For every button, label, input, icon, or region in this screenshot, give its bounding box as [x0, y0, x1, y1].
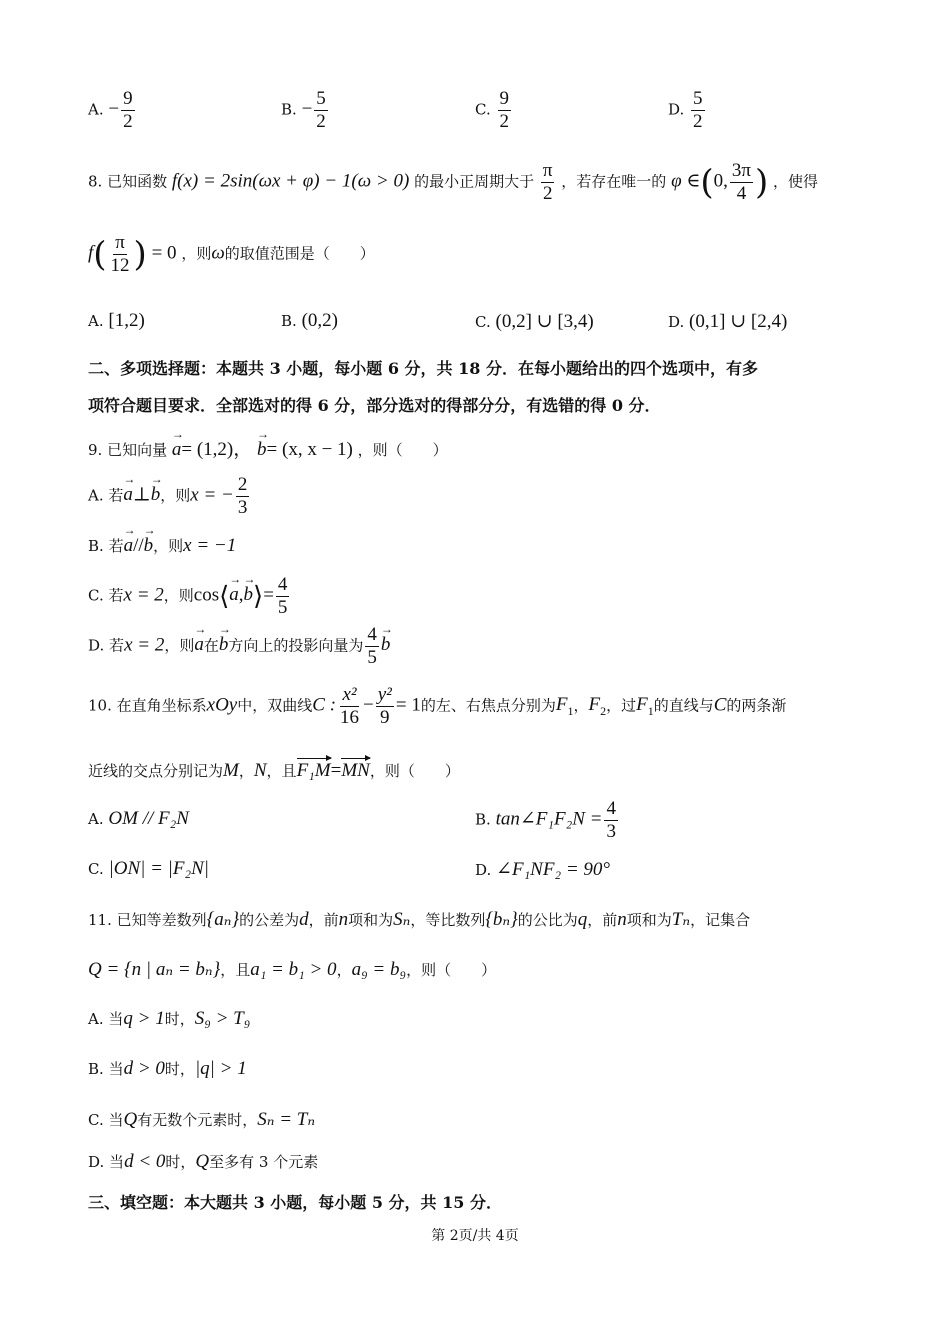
vector-a-value: = (1,2)，: [181, 439, 253, 460]
condition: d > 0: [123, 1058, 165, 1079]
option-label: A.: [88, 810, 104, 828]
text: ，使得: [773, 172, 819, 191]
numerator: 9: [123, 88, 133, 109]
denominator: 16: [340, 706, 360, 728]
numerator: 4: [277, 574, 288, 595]
vector-a: → a: [124, 535, 134, 557]
fraction: [276, 574, 290, 619]
text: ，则: [160, 486, 191, 505]
option-label: D.: [88, 636, 105, 655]
option-label: A.: [88, 312, 104, 330]
q7-option-c: [475, 88, 513, 133]
text: ，则: [163, 586, 194, 605]
option-value: OM // F₂N: [108, 808, 189, 829]
denominator: 12: [110, 254, 130, 276]
q11-option-b: [88, 1058, 247, 1080]
text: 项和为: [626, 911, 672, 929]
option-label: D.: [475, 861, 492, 879]
denominator: 5: [367, 646, 377, 668]
text: 在直角坐标系: [116, 696, 207, 715]
text: 若: [108, 537, 124, 555]
vector-b: → b: [144, 535, 154, 557]
phi-in: φ ∈: [671, 170, 701, 192]
right-angle: ⟩: [253, 581, 264, 612]
vector-f1m: F₁M: [296, 760, 331, 781]
left-angle: ⟨: [219, 581, 230, 612]
equals-zero: = 0: [151, 242, 177, 264]
common-ratio: q: [577, 909, 588, 930]
numerator: 4: [367, 624, 377, 645]
section2-line2: 项符合题目要求．全部选对的得 6 分，部分选对的得部分分，有选错的得 0 分．: [88, 396, 661, 415]
fraction: [730, 160, 753, 205]
text: ，过: [606, 696, 637, 715]
set-q: Q = {n | aₙ = bₙ}: [88, 959, 221, 980]
denominator: 2: [693, 110, 703, 132]
text: 时，: [164, 1010, 195, 1028]
q7-option-b: [281, 88, 330, 133]
text: 时，: [164, 1060, 195, 1078]
option-label: D.: [668, 313, 685, 331]
option-label: D.: [668, 100, 685, 119]
text: 方向上的投影向量为: [228, 636, 364, 655]
option-value: (0,2] ∪ [3,4): [495, 311, 594, 332]
denominator: 9: [380, 706, 390, 728]
vector-b: → b: [381, 634, 391, 656]
denominator: 2: [123, 110, 133, 132]
focus-f2: $F_2$: [588, 694, 607, 719]
text: 项和为: [348, 911, 394, 929]
text: 的两条渐: [726, 696, 787, 715]
fraction: [314, 88, 328, 133]
section2-line1: 二、多项选择题：本题共 3 小题，每小题 6 分，共 18 分．在每小题给出的四个选项中，有多: [88, 359, 758, 378]
q9-option-b: [88, 535, 236, 557]
point-m: M: [223, 760, 239, 781]
text: ，则: [153, 537, 184, 555]
numerator: 4: [606, 798, 616, 819]
q10-option-a: [88, 808, 189, 830]
fraction: [541, 160, 555, 205]
right-paren: ): [755, 162, 769, 203]
denominator: 2: [499, 110, 509, 132]
text: ，则（ ）: [406, 961, 497, 979]
q9-option-d: [88, 624, 390, 669]
denominator: 3: [606, 820, 616, 842]
q11-option-d: [88, 1151, 318, 1173]
fraction: [236, 474, 250, 519]
numerator: 5: [693, 88, 703, 109]
coordinate-system: xOy: [206, 694, 238, 716]
q10-stem-line1: 10. 在直角坐标系xOy中，双曲线C : $\frac{\text{x²}}{16}$ − $\frac{\text{y²}}{9}$ = 1的左、右焦点分别为$F_1$，$F_2$，过$F_1$的直线与C的两条渐: [88, 684, 787, 728]
q8-option-a: [88, 310, 145, 332]
text: ，前: [587, 911, 618, 929]
text: ，则: [164, 636, 195, 655]
question-number: 11.: [88, 911, 112, 929]
text: 若: [109, 636, 125, 655]
option-label: C.: [475, 100, 491, 119]
set-q: Q: [195, 1151, 210, 1172]
text: 的左、右焦点分别为: [420, 696, 556, 715]
numerator: π: [542, 160, 553, 181]
q9-option-c: [88, 574, 291, 619]
text: ，则（ ）: [357, 441, 448, 459]
q11-stem-line1: [88, 908, 750, 931]
text: 的公差为: [239, 911, 300, 929]
option-label: C.: [88, 1111, 104, 1129]
vector-mn: MN: [341, 760, 370, 781]
conclusion: Sₙ = Tₙ: [257, 1109, 316, 1130]
text: ，则: [181, 244, 212, 263]
q8-option-c: [475, 310, 594, 333]
text: ，前: [308, 911, 339, 929]
x-value: x = 2: [123, 584, 164, 606]
text: ，且: [220, 961, 251, 979]
cos: cos: [193, 584, 220, 606]
focus-f1: $F_1$: [555, 694, 574, 719]
option-label: A.: [88, 100, 104, 119]
q9-option-a: [88, 474, 251, 519]
vector-b-value: = (x, x − 1): [266, 439, 353, 460]
numerator: 3π: [731, 160, 751, 181]
denominator: 3: [237, 496, 248, 518]
text: 至多有 3 个元素: [209, 1153, 319, 1171]
equals: =: [263, 584, 274, 606]
left-paren: (: [700, 162, 714, 203]
fraction: [691, 88, 705, 133]
text: 当: [109, 1153, 125, 1171]
text: 已知函数: [107, 172, 168, 191]
sequence-b: {bₙ}: [485, 909, 518, 930]
f: F: [636, 694, 648, 716]
text: ，且: [266, 762, 297, 780]
option-value: tan∠F₁F₂N =: [495, 808, 603, 830]
question-number: 10.: [88, 696, 112, 715]
text: 若: [108, 486, 124, 505]
text: 已知向量: [107, 441, 168, 459]
left-paren: (: [93, 234, 107, 275]
text: 的公比为: [517, 911, 578, 929]
focus-f1: $F_1$: [636, 694, 654, 719]
numerator: x²: [342, 684, 357, 705]
option-label: B.: [281, 312, 297, 330]
parallel: //: [133, 535, 144, 556]
text: ，等比数列: [410, 911, 486, 929]
sign: −: [108, 98, 120, 120]
denominator: 2: [316, 110, 326, 132]
q7-option-d: [668, 88, 707, 133]
perp: ⊥: [132, 484, 151, 506]
denominator: 4: [736, 182, 747, 204]
sign: −: [301, 98, 313, 120]
fraction: [376, 684, 394, 729]
fraction: [365, 624, 379, 669]
sequence-a: {aₙ}: [206, 909, 240, 930]
text: 时，: [165, 1153, 196, 1171]
option-value: |ON| = |F₂N|: [108, 858, 209, 879]
q10-stem-line2: 近线的交点分别记为M，N，且F₁M=MN，则（ ）: [88, 760, 460, 781]
text: 当: [108, 1060, 124, 1078]
text: 的直线与: [653, 696, 714, 715]
vector-b: → b: [219, 634, 229, 656]
text: 当: [108, 1111, 124, 1129]
q10-option-c: [88, 858, 209, 880]
set-q: Q: [123, 1109, 138, 1130]
text: 中，双曲线: [237, 696, 313, 715]
option-label: B.: [281, 100, 297, 119]
function-formula: f(x) = 2sin(ωx + φ) − 1(ω > 0): [171, 170, 410, 192]
equals-one: = 1: [395, 694, 421, 716]
q8-option-d: [668, 310, 787, 333]
vector-a: → a: [123, 484, 133, 506]
condition-1: a₁ = b₁ > 0: [250, 959, 337, 980]
q11-option-c: [88, 1108, 315, 1131]
option-label: B.: [88, 537, 104, 555]
question-number: 9.: [88, 441, 103, 459]
option-label: B.: [88, 1060, 104, 1078]
minus: −: [363, 694, 374, 716]
f: F: [555, 694, 568, 716]
option-value: ∠F₁NF₂ = 90°: [496, 859, 610, 880]
page-footer: 第 2页/共 4页: [431, 1228, 519, 1244]
conclusion: |q| > 1: [194, 1058, 247, 1079]
numerator: 5: [316, 88, 326, 109]
option-value: (0,2): [301, 310, 338, 331]
x-value: x = −1: [183, 535, 237, 556]
text: 已知等差数列: [116, 911, 207, 929]
option-label: C.: [88, 586, 104, 605]
vector-a: → a: [229, 584, 239, 606]
numerator: π: [115, 232, 125, 253]
sum-t: Tₙ: [671, 909, 691, 930]
right-paren: ): [133, 234, 147, 275]
condition: q > 1: [123, 1008, 165, 1029]
text: 在: [203, 636, 219, 655]
q10-option-b: [475, 798, 620, 843]
q9-stem: [88, 434, 448, 461]
text: 若: [108, 586, 124, 605]
text: ，: [336, 961, 352, 979]
option-label: C.: [88, 860, 104, 878]
option-label: D.: [88, 1153, 105, 1171]
numerator: 9: [499, 88, 509, 109]
fraction: [498, 88, 512, 133]
equals: =: [330, 760, 342, 781]
common-difference: d: [299, 909, 309, 930]
condition-2: a₉ = b₉: [351, 959, 407, 980]
conclusion: S₉ > T₉: [194, 1008, 251, 1029]
q7-option-a: [88, 88, 137, 133]
numerator: y²: [377, 684, 392, 705]
q10-option-d: [475, 858, 610, 881]
fraction: [338, 684, 361, 729]
q11-option-a: [88, 1008, 250, 1030]
function-name: f: [88, 242, 94, 264]
option-value: [1,2): [108, 310, 145, 331]
text: ，若存在唯一的: [561, 172, 667, 191]
curve-name: C :: [312, 694, 337, 716]
text: 有无数个元素时，: [137, 1111, 258, 1129]
f: F: [588, 694, 601, 716]
text: 的最小正周期大于: [414, 172, 535, 191]
vector-b: → b: [257, 439, 267, 461]
option-label: C.: [475, 313, 491, 331]
question-number: 8.: [88, 172, 103, 191]
text: ，记集合: [690, 911, 751, 929]
vector-b: → b: [244, 584, 254, 606]
fraction: [604, 798, 618, 843]
vector-a: → a: [194, 634, 204, 656]
option-label: B.: [475, 810, 491, 829]
n: n: [338, 909, 349, 930]
vector-a: → a: [172, 439, 182, 461]
x-value: x = 2: [124, 634, 165, 656]
fraction: [121, 88, 135, 133]
q11-stem-line2: [88, 958, 496, 981]
denominator: 2: [542, 182, 553, 204]
interval-start: 0,: [713, 170, 728, 192]
option-value: (0,1] ∪ [2,4): [689, 311, 788, 332]
section3-heading: 三、填空题：本大题共 3 小题，每小题 5 分，共 15 分．: [88, 1193, 502, 1212]
option-label: A.: [88, 1010, 104, 1028]
q8-option-b: [281, 310, 338, 332]
comma: ,: [238, 584, 244, 606]
vector-b: → b: [151, 484, 161, 506]
text: 当: [108, 1010, 124, 1028]
x-value: x = −: [190, 484, 234, 506]
condition: d < 0: [124, 1151, 166, 1172]
numerator: 2: [237, 474, 248, 495]
option-label: A.: [88, 486, 104, 505]
text: 近线的交点分别记为: [88, 762, 224, 780]
text: ，则（ ）: [369, 762, 460, 780]
q8-stem-line1: [88, 160, 818, 205]
point-n: N: [253, 760, 267, 781]
text: 的取值范围是（ ）: [224, 244, 375, 263]
sum-s: Sₙ: [393, 909, 411, 930]
denominator: 5: [277, 596, 288, 618]
omega: ω: [211, 242, 225, 264]
q8-stem-line2: [88, 232, 375, 277]
n: n: [617, 909, 627, 930]
fraction: [109, 232, 132, 277]
